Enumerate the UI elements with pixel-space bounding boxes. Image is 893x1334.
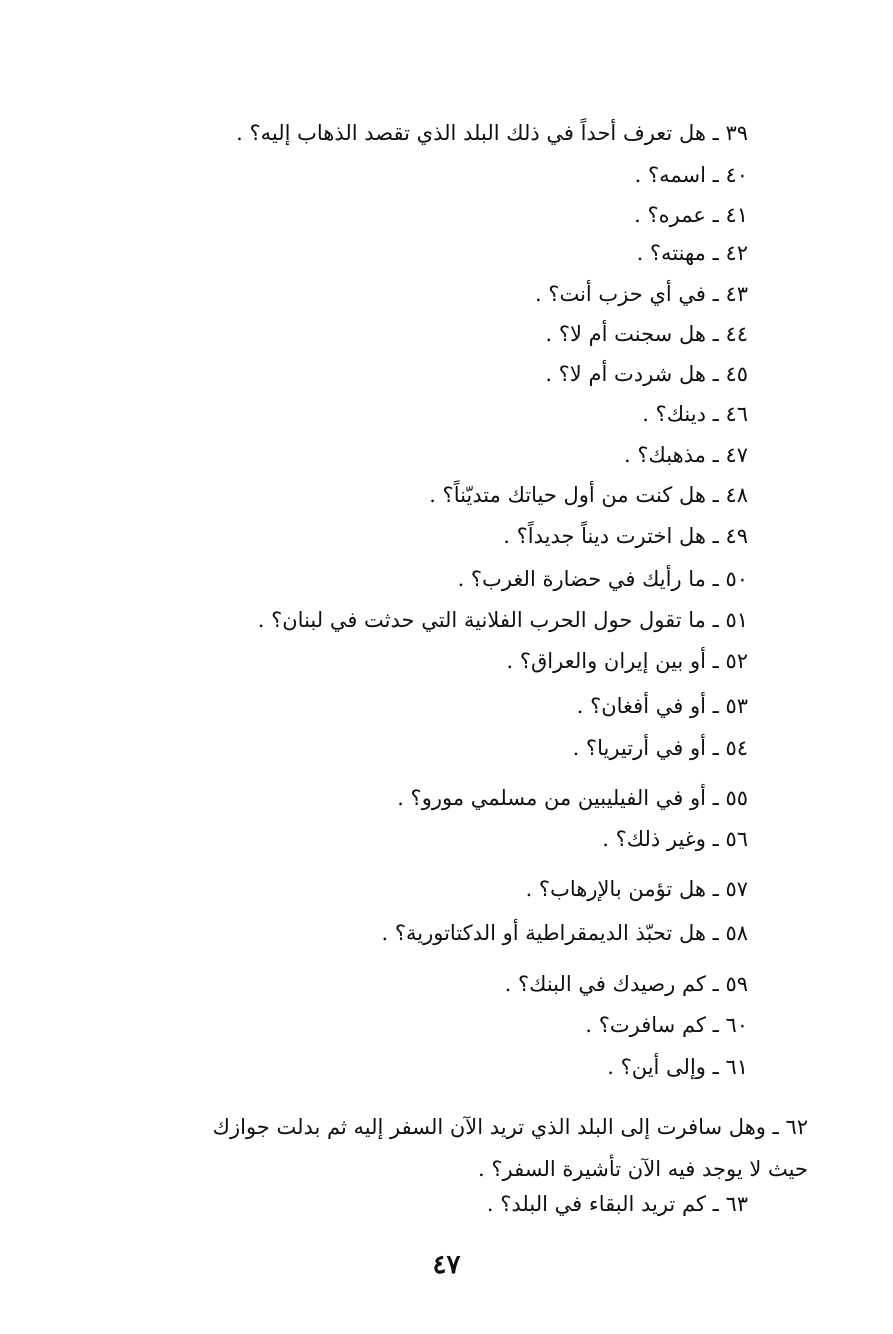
question-59: ٥٩ ـ كم رصيدك في البنك؟ . [504,972,748,996]
question-63: ٦٣ ـ كم تريد البقاء في البلد؟ . [486,1192,748,1216]
question-62-line-2: حيث لا يوجد فيه الآن تأشيرة السفر؟ . [478,1157,808,1181]
question-53: ٥٣ ـ أو في أفغان؟ . [576,694,748,718]
question-45: ٤٥ ـ هل شردت أم لا؟ . [545,362,748,386]
question-41: ٤١ ـ عمره؟ . [634,203,748,227]
question-55: ٥٥ ـ أو في الفيليبين من مسلمي مورو؟ . [397,786,748,810]
question-50: ٥٠ ـ ما رأيك في حضارة الغرب؟ . [457,567,748,591]
question-54: ٥٤ ـ أو في أرتيريا؟ . [572,736,748,760]
question-58: ٥٨ ـ هل تحبّذ الديمقراطية أو الدكتاتورية؟ . [381,921,748,945]
question-56: ٥٦ ـ وغير ذلك؟ . [602,827,748,851]
question-62-line-1: ٦٢ ـ وهل سافرت إلى البلد الذي تريد الآن السفر إليه ثم بدلت جوازك [212,1115,808,1139]
page-number: ٤٧ [432,1250,461,1280]
question-46: ٤٦ ـ دينك؟ . [642,402,748,426]
question-39: ٣٩ ـ هل تعرف أحداً في ذلك البلد الذي تقصد الذهاب إليه؟ . [236,121,748,145]
question-51: ٥١ ـ ما تقول حول الحرب الفلانية التي حدثت في لبنان؟ . [257,608,748,632]
question-47: ٤٧ ـ مذهبك؟ . [624,443,748,467]
question-52: ٥٢ ـ أو بين إيران والعراق؟ . [506,649,748,673]
question-44: ٤٤ ـ هل سجنت أم لا؟ . [545,322,748,346]
question-48: ٤٨ ـ هل كنت من أول حياتك متديّناً؟ . [429,483,748,507]
question-57: ٥٧ ـ هل تؤمن بالإرهاب؟ . [525,877,748,901]
question-61: ٦١ ـ وإلى أين؟ . [607,1055,748,1079]
question-42: ٤٢ ـ مهنته؟ . [636,241,748,265]
question-40: ٤٠ ـ اسمه؟ . [634,163,748,187]
question-43: ٤٣ ـ في أي حزب أنت؟ . [534,282,748,306]
question-49: ٤٩ ـ هل اخترت ديناً جديداً؟ . [503,524,748,548]
question-60: ٦٠ ـ كم سافرت؟ . [585,1013,748,1037]
